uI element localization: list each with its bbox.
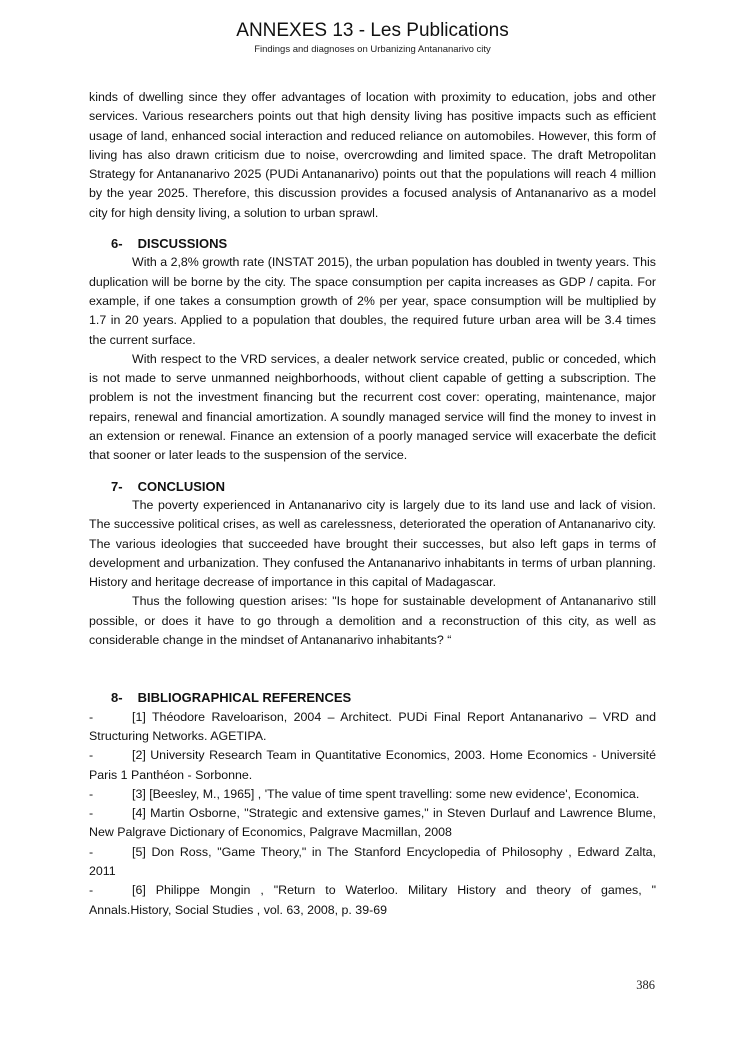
section-title: BIBLIOGRAPHICAL REFERENCES xyxy=(137,690,352,706)
list-bullet: - xyxy=(89,844,94,859)
list-bullet: - xyxy=(89,748,94,763)
reference-text: [5] Don Ross, "Game Theory," in The Stanford Encyclopedia of Philosophy , Edward Zalta, 2011 xyxy=(89,844,656,878)
paragraph: With a 2,8% growth rate (INSTAT 2015), the urban population has doubled in twenty years. This duplication will be borne by the city. The space consumption per capita increases as GDP / capita. For example, if one takes a consumption growth of 2% per year, space consumption will be multiplied by 1.7 in 20 years. Applied to a population that doubles, the required future urban area will be 3.4 times the current surface. xyxy=(89,255,656,347)
list-bullet: - xyxy=(89,806,94,821)
document-body xyxy=(89,88,656,920)
reference-text: [1] Théodore Raveloarison, 2004 – Architect. PUDi Final Report Antananarivo – VRD and Structuring Networks. AGETIPA. xyxy=(89,709,656,743)
reference-item xyxy=(89,804,656,843)
list-bullet: - xyxy=(89,883,94,898)
list-bullet: - xyxy=(89,709,94,724)
section-number: 6- xyxy=(111,236,123,252)
reference-item xyxy=(89,785,656,804)
section-heading-conclusion xyxy=(89,477,656,496)
paragraph: Thus the following question arises: "Is hope for sustainable development of Antananarivo still possible, or does it have to go through a demolition and a reconstruction of this city, as well as considerable change in the mindset of Antananarivo inhabitants? “ xyxy=(89,594,656,648)
intro-paragraph: kinds of dwelling since they offer advantages of location with proximity to education, jobs and other services. Various researchers points out that high density living has positive impacts such as efficient usage of land, enhanced social interaction and reduced reliance on automobiles. However, this form of living has also drawn criticism due to noise, overcrowding and limited space. The draft Metropolitan Strategy for Antananarivo 2025 (PUDi Antananarivo) points out that the populations will reach 4 million by the year 2025. Therefore, this discussion provides a focused analysis of Antananarivo as a model city for high density living, a solution to urban sprawl. xyxy=(89,90,656,220)
section-heading-references xyxy=(89,688,656,707)
reference-item xyxy=(89,746,656,785)
section-title: DISCUSSIONS xyxy=(137,236,228,252)
section-number: 8- xyxy=(111,690,123,706)
reference-text: [3] [Beesley, M., 1965] , 'The value of time spent travelling: some new evidence', Economica. xyxy=(132,786,640,801)
section-title: CONCLUSION xyxy=(137,478,226,494)
section-heading-discussions xyxy=(89,234,656,253)
reference-text: [4] Martin Osborne, "Strategic and extensive games," in Steven Durlauf and Lawrence Blume, New Palgrave Dictionary of Economics, Palgrave Macmillan, 2008 xyxy=(89,806,656,840)
page-header-subtitle: Findings and diagnoses on Urbanizing Antananarivo city xyxy=(254,44,491,55)
reference-text: [2] University Research Team in Quantitative Economics, 2003. Home Economics - Université Paris 1 Panthéon - Sorbonne. xyxy=(89,748,656,782)
reference-item xyxy=(89,708,656,747)
page-number: 386 xyxy=(636,978,655,992)
paragraph: The poverty experienced in Antananarivo city is largely due to its land use and lack of vision. The successive political crises, as well as carelessness, deteriorated the operation of Antananarivo city. The various ideologies that succeeded have brought their successes, but also left gaps in terms of development and urbanization. They confused the Antananarivo inhabitants in terms of urban planning. History and heritage decrease of importance in this capital of Madagascar. xyxy=(89,497,656,590)
reference-list xyxy=(89,708,656,920)
section-number: 7- xyxy=(111,478,123,494)
reference-item xyxy=(89,881,656,920)
list-bullet: - xyxy=(89,786,94,801)
reference-item xyxy=(89,843,656,882)
reference-text: [6] Philippe Mongin , "Return to Waterloo. Military History and theory of games, " Annals.History, Social Studies , vol. 63, 2008, p. 39-69 xyxy=(89,883,656,917)
page-header-title: ANNEXES 13 - Les Publications xyxy=(236,20,509,41)
paragraph: With respect to the VRD services, a dealer network service created, public or conceded, which is not made to serve unmanned neighborhoods, without client capable of getting a subscription. The problem is not the investment financing but the recurrent cost cover: operating, maintenance, major repairs, renewal and financial amortization. A soundly managed service will find the money to invest in an extension or renewal. Finance an extension of a poorly managed service will exacerbate the deficit that sooner or later leads to the suspension of the service. xyxy=(89,351,656,463)
